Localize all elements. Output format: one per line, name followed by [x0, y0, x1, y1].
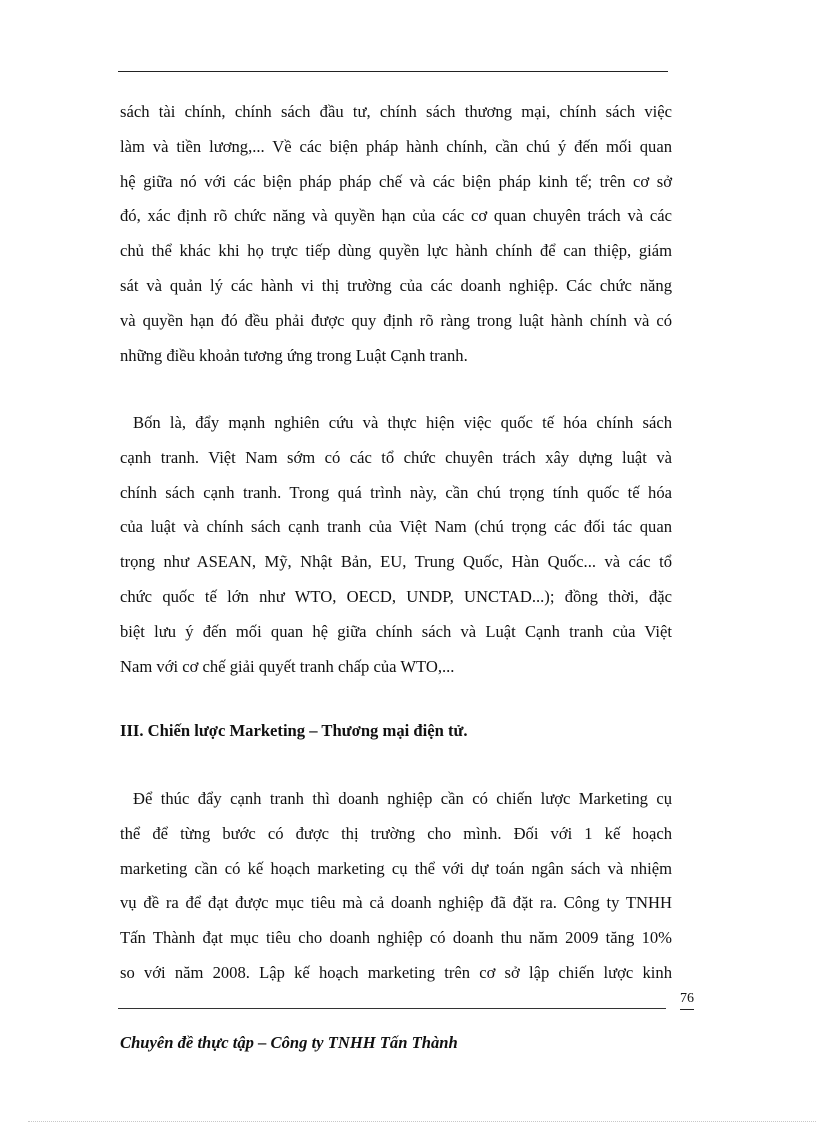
paragraph-1-line: hệ giữa nó với các biện pháp pháp chế và các biện pháp kinh tế; trên cơ sở: [120, 171, 672, 191]
footer-title: Chuyên đề thực tập – Công ty TNHH Tấn Thành: [120, 1033, 458, 1052]
paragraph-2-line: của luật và chính sách cạnh tranh của Việt Nam (chú trọng các đối tác quan: [120, 517, 672, 537]
paragraph-2-line: chính sách cạnh tranh. Trong quá trình này, cần chú trọng tính quốc tế hóa: [120, 482, 672, 502]
paragraph-3-line: Để thúc đẩy cạnh tranh thì doanh nghiệp cần có chiến lược Marketing cụ: [133, 789, 672, 808]
paragraph-1-line: chủ thể khác khi họ trực tiếp dùng quyền lực hành chính để can thiệp, giám: [120, 241, 672, 261]
paragraph-1: [120, 95, 672, 373]
paragraph-2-line: Nam với cơ chế giải quyết tranh chấp của WTO,...: [120, 656, 455, 676]
paragraph-2-line: cạnh tranh. Việt Nam sớm có các tổ chức chuyên trách xây dựng luật và: [120, 447, 672, 467]
paragraph-1-line: đó, xác định rõ chức năng và quyền hạn của các cơ quan chuyên trách và các: [120, 206, 672, 226]
paragraph-1-line: sát và quản lý các hành vi thị trường của các doanh nghiệp. Các chức năng: [120, 275, 672, 295]
paragraph-2-line: trọng như ASEAN, Mỹ, Nhật Bản, EU, Trung Quốc, Hàn Quốc... và các tổ: [120, 552, 672, 572]
paragraph-1-line: những điều khoản tương ứng trong Luật Cạnh tranh.: [120, 345, 468, 365]
paragraph-3-line: Tấn Thành đạt mục tiêu cho doanh nghiệp có doanh thu năm 2009 tăng 10%: [120, 928, 672, 948]
header-rule: [118, 71, 668, 72]
paragraph-1-line: làm và tiền lương,... Về các biện pháp hành chính, cần chú ý đến mối quan: [120, 136, 672, 156]
paragraph-3-line: so với năm 2008. Lập kế hoạch marketing trên cơ sở lập chiến lược kinh: [120, 962, 672, 982]
paragraph-3-line: thể để từng bước có được thị trường cho mình. Đối với 1 kế hoạch: [120, 823, 672, 843]
section-heading: III. Chiến lược Marketing – Thương mại điện tử.: [120, 721, 468, 740]
paragraph-2-line: biệt lưu ý đến mối quan hệ giữa chính sách và Luật Cạnh tranh của Việt: [120, 621, 672, 641]
paragraph-3: [120, 782, 672, 991]
paragraph-1-line: sách tài chính, chính sách đầu tư, chính sách thương mại, chính sách việc: [120, 102, 672, 121]
page-number: 76: [680, 990, 694, 1010]
paragraph-2: [120, 406, 672, 684]
page-edge-divider: [28, 1121, 816, 1122]
paragraph-1-line: và quyền hạn đó đều phải được quy định rõ ràng trong luật hành chính và có: [120, 310, 672, 330]
paragraph-2-line: Bốn là, đẩy mạnh nghiên cứu và thực hiện việc quốc tế hóa chính sách: [133, 413, 672, 432]
footer-rule: [118, 1008, 666, 1009]
paragraph-2-line: chức quốc tế lớn như WTO, OECD, UNDP, UNCTAD...); đồng thời, đặc: [120, 586, 672, 606]
paragraph-3-line: marketing cần có kế hoạch marketing cụ thể với dự toán ngân sách và nhiệm: [120, 858, 672, 878]
paragraph-3-line: vụ đề ra để đạt được mục tiêu mà cả doanh nghiệp đã đặt ra. Công ty TNHH: [120, 893, 672, 913]
